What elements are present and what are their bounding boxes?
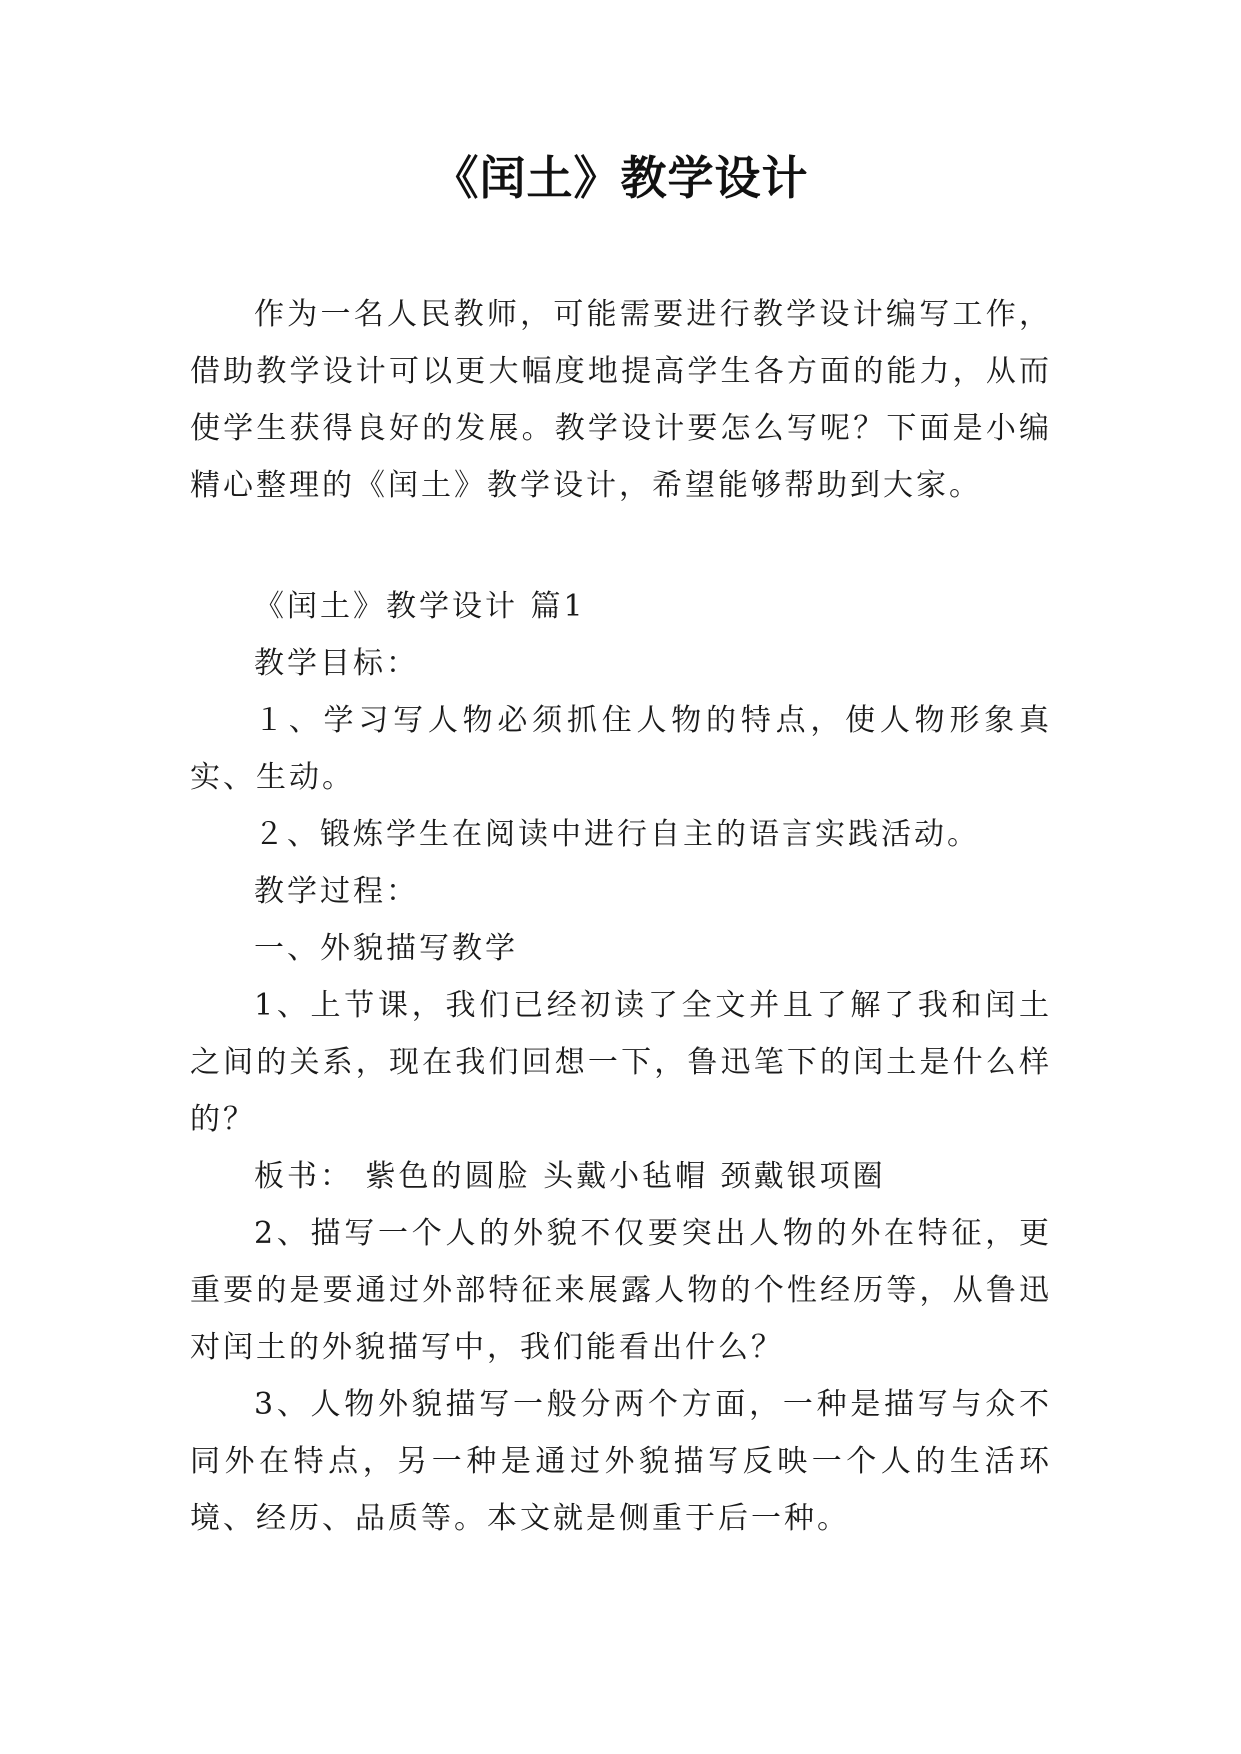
document-title: 《闰土》教学设计 (432, 151, 809, 205)
intro-section (190, 286, 1052, 514)
objective-item: ２、锻炼学生在阅读中进行自主的语言实践活动。 (254, 817, 980, 852)
body-paragraph: 1、上节课，我们已经初读了全文并且了解了我和闰土之间的关系，现在我们回想一下，鲁迅笔下的闰土是什么样的？ (190, 988, 1052, 1137)
lesson-section (190, 578, 1052, 1547)
blackboard-note: 板书： 紫色的圆脸 头戴小毡帽 颈戴银项圈 (254, 1159, 886, 1194)
body-paragraph: 3、人物外貌描写一般分两个方面，一种是描写与众不同外在特点，另一种是通过外貌描写反映一个人的生活环境、经历、品质等。本文就是侧重于后一种。 (190, 1387, 1052, 1536)
objective-item: １、学习写人物必须抓住人物的特点，使人物形象真实、生动。 (190, 703, 1052, 795)
section-heading: 《闰土》教学设计 篇1 (254, 589, 586, 624)
subsection-heading: 一、外貌描写教学 (254, 931, 518, 966)
process-heading: 教学过程： (254, 874, 419, 909)
objectives-heading: 教学目标： (254, 646, 419, 681)
intro-paragraph: 作为一名人民教师，可能需要进行教学设计编写工作，借助教学设计可以更大幅度地提高学生各方面的能力，从而使学生获得良好的发展。教学设计要怎么写呢？下面是小编精心整理的《闰土》教学设计，希望能够帮助到大家。 (190, 297, 1052, 503)
body-paragraph: 2、描写一个人的外貌不仅要突出人物的外在特征，更重要的是要通过外部特征来展露人物的个性经历等，从鲁迅对闰土的外貌描写中，我们能看出什么？ (190, 1216, 1052, 1365)
